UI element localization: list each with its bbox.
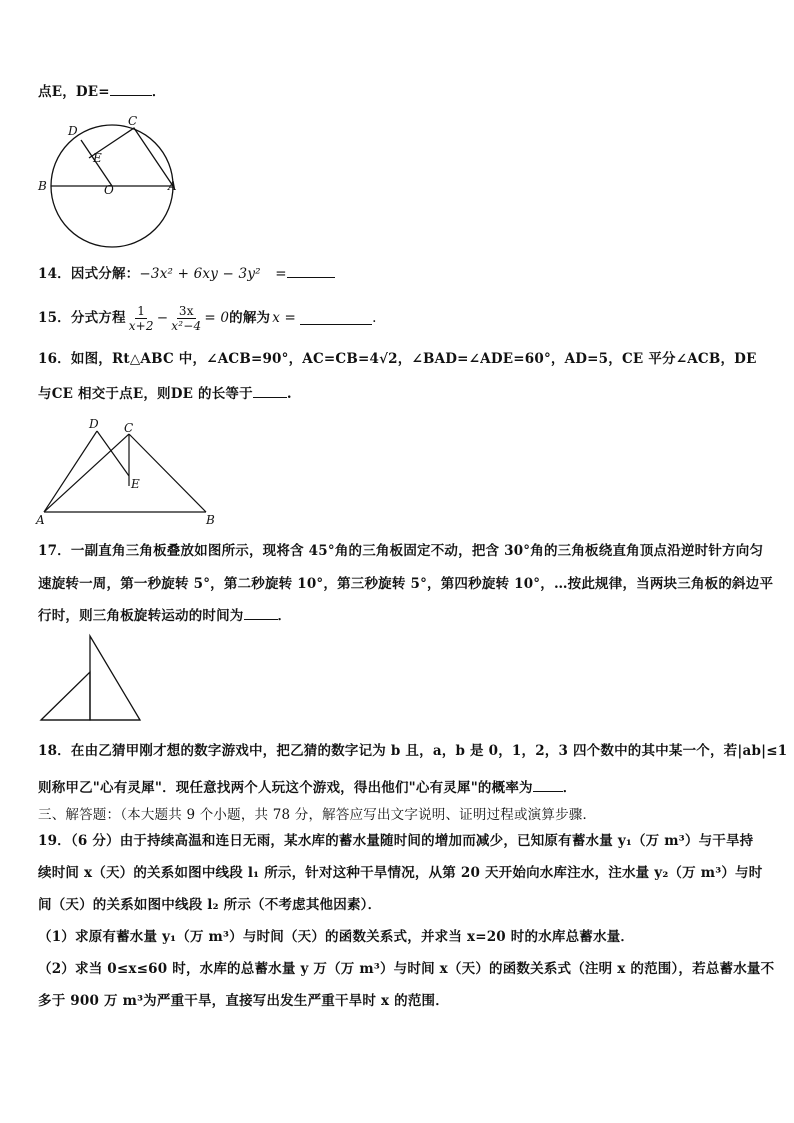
q16-line-1: 16．如图，Rt△ABC 中，∠ACB=90°，AC=CB=4√2，∠BAD=∠ADE=60°，AD=5，CE 平分∠ACB，DE (38, 351, 757, 367)
equals-zero: = 0 (204, 310, 230, 326)
q17-line-1: 17．一副直角三角板叠放如图所示，现将含 45°角的三角板固定不动，把含 30°角的三角板绕直角顶点沿逆时针方向匀 (38, 543, 764, 559)
q16-line-2: 与CE 相交于点E，则DE 的长等于 . (38, 386, 292, 402)
q19-line-3: 间（天）的关系如图中线段 l₂ 所示（不考虑其他因素）． (38, 897, 382, 913)
q19-line-2: 续时间 x（天）的关系如图中线段 l₁ 所示，针对这种干旱情况，从第 20 天开始向水库注水，注水量 y₂（万 m³）与时 (38, 865, 763, 881)
q17-line-2: 速旋转一周，第一秒旋转 5°，第二秒旋转 10°，第三秒旋转 5°，第四秒旋转 10°，…按此规律，当两块三角板的斜边平 (38, 576, 774, 592)
q15-line (38, 298, 377, 338)
circle-figure (36, 112, 186, 262)
q19-sub-2-line-1: （2）求当 0≤x≤60 时，水库的总蓄水量 y 万（万 m³）与时间 x（天）的函数关系式（注明 x 的范围），若总蓄水量不 (38, 961, 775, 977)
segment-ad (44, 431, 97, 512)
label-B: B (38, 179, 47, 193)
q15-mid: 的解为 (229, 310, 271, 326)
label-D: D (68, 124, 78, 138)
q19-sub-1: （1）求原有蓄水量 y₁（万 m³）与时间（天）的函数关系式，并求当 x=20 时的水库总蓄水量． (38, 929, 635, 945)
equals-sign: = (275, 266, 287, 282)
q14-prefix: 14．因式分解： (38, 266, 140, 282)
label-A: A (168, 179, 177, 193)
triangle-45 (41, 672, 90, 720)
q14-line (38, 264, 335, 283)
period: ． (151, 84, 166, 100)
answer-blank (110, 82, 152, 96)
label-E: E (131, 477, 140, 491)
fraction-1: $\frac{1}{x+2}$ (128, 303, 154, 333)
q18-line-1: 18．在由乙猜甲刚才想的数字游戏中，把乙猜的数字记为 b 且，a，b 是 0，1，2，3 四个数中的其中某一个，若|ab|≤1 (38, 743, 788, 759)
x-var: x = (272, 310, 297, 326)
label-B: B (206, 513, 215, 527)
label-C: C (128, 114, 138, 128)
minus-sign: − (156, 310, 169, 326)
segment-cb (129, 434, 206, 512)
q14-expression: −3x² + 6xy − 3y² (139, 266, 261, 282)
q15-prefix: 15．分式方程 (38, 310, 126, 326)
triangle-30 (90, 636, 140, 720)
answer-blank (300, 311, 372, 325)
segment-ac (44, 434, 129, 512)
q17-line-3: 行时，则三角板旋转运动的时间为 ． (38, 608, 292, 624)
label-O: O (104, 183, 114, 197)
q19-sub-2-line-2: 多于 900 万 m³为严重干旱，直接写出发生严重干旱时 x 的范围． (38, 993, 449, 1009)
label-C: C (124, 421, 134, 435)
q13-text: 点E，DE= (38, 84, 110, 100)
answer-blank (533, 778, 563, 792)
label-E: E (93, 151, 102, 165)
label-D: D (89, 417, 99, 431)
q18-line-2: 则称甲乙"心有灵犀"．现任意找两个人玩这个游戏，得出他们"心有灵犀"的概率为 ． (38, 780, 577, 796)
q19-line-1: 19．（6 分）由于持续高温和连日无雨，某水库的蓄水量随时间的增加而减少，已知原有蓄水量 y₁（万 m³）与干旱持 (38, 833, 754, 849)
label-A: A (36, 513, 45, 527)
answer-blank (287, 264, 335, 278)
set-squares-figure (38, 632, 148, 724)
period: . (372, 310, 377, 326)
answer-blank (244, 606, 278, 620)
section-heading: 三、解答题：（本大题共 9 个小题，共 78 分，解答应写出文字说明、证明过程或演算步骤． (38, 807, 597, 823)
answer-blank (253, 384, 287, 398)
triangle-figure-16 (34, 416, 224, 528)
q13-line (38, 82, 166, 101)
fraction-2: $\frac{3x}{\text{x²−4}}$ (171, 303, 202, 333)
